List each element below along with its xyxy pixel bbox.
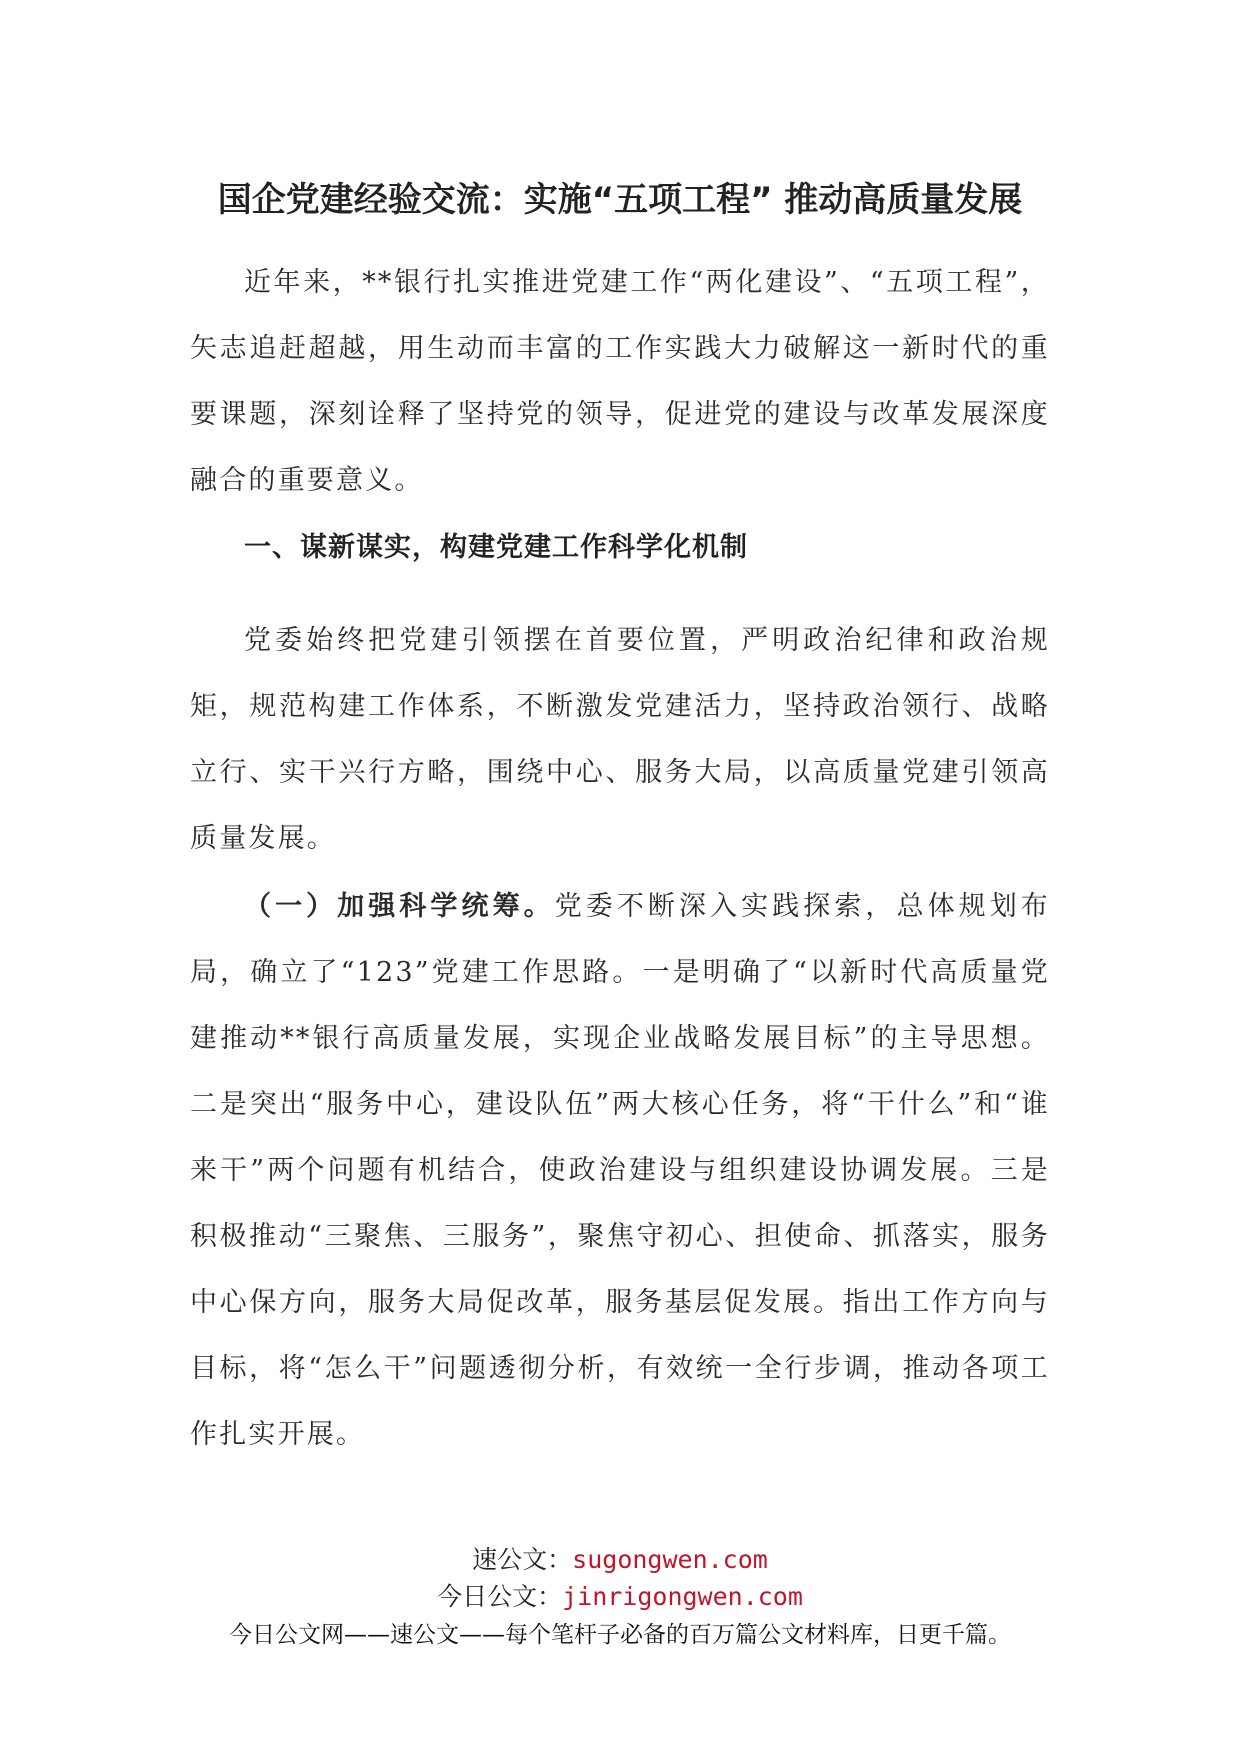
footer-line-1 bbox=[0, 1543, 1240, 1577]
footer-line-2 bbox=[0, 1580, 1240, 1614]
section-paragraph: 党委始终把党建引领摆在首要位置，严明政治纪律和政治规矩，规范构建工作体系，不断激发党建活力，坚持政治领行、战略立行、实干兴行方略，围绕中心、服务大局，以高质量党建引领高质量发展。 bbox=[190, 625, 1050, 854]
subsection-paragraph bbox=[190, 874, 1050, 1468]
footer-label-1: 速公文： bbox=[472, 1545, 573, 1574]
footer-label-2: 今日公文： bbox=[437, 1582, 563, 1611]
document-title: 国企党建经验交流：实施“五项工程” 推动高质量发展 bbox=[217, 180, 1023, 220]
subsection-lead: （一）加强科学统筹。 bbox=[244, 891, 555, 922]
intro-paragraph: 近年来，**银行扎实推进党建工作“两化建设”、“五项工程”，矢志追赶超越，用生动而丰富的工作实践大力破解这一新时代的重要课题，深刻诠释了坚持党的领导，促进党的建设与改革发展深度融合的重要意义。 bbox=[190, 267, 1050, 496]
footer-link-sugongwen[interactable]: sugongwen.com bbox=[572, 1545, 768, 1574]
footer-link-jinrigongwen[interactable]: jinrigongwen.com bbox=[562, 1582, 803, 1611]
subsection-text: 党委不断深入实践探索，总体规划布局，确立了“123”党建工作思路。一是明确了“以新时代高质量党建推动**银行高质量发展，实现企业战略发展目标”的主导思想。二是突出“服务中心，建设队伍”两大核心任务，将“干什么”和“谁来干”两个问题有机结合，使政治建设与组织建设协调发展。三是积极推动“三聚焦、三服务”，聚焦守初心、担使命、抓落实，服务中心保方向，服务大局促改革，服务基层促发展。指出工作方向与目标，将“怎么干”问题透彻分析，有效统一全行步调，推动各项工作扎实开展。 bbox=[190, 891, 1050, 1450]
section-heading: 一、谋新谋实，构建党建工作科学化机制 bbox=[244, 532, 748, 563]
footer-tagline: 今日公文网——速公文——每个笔杆子必备的百万篇公文材料库，日更千篇。 bbox=[229, 1622, 1011, 1648]
